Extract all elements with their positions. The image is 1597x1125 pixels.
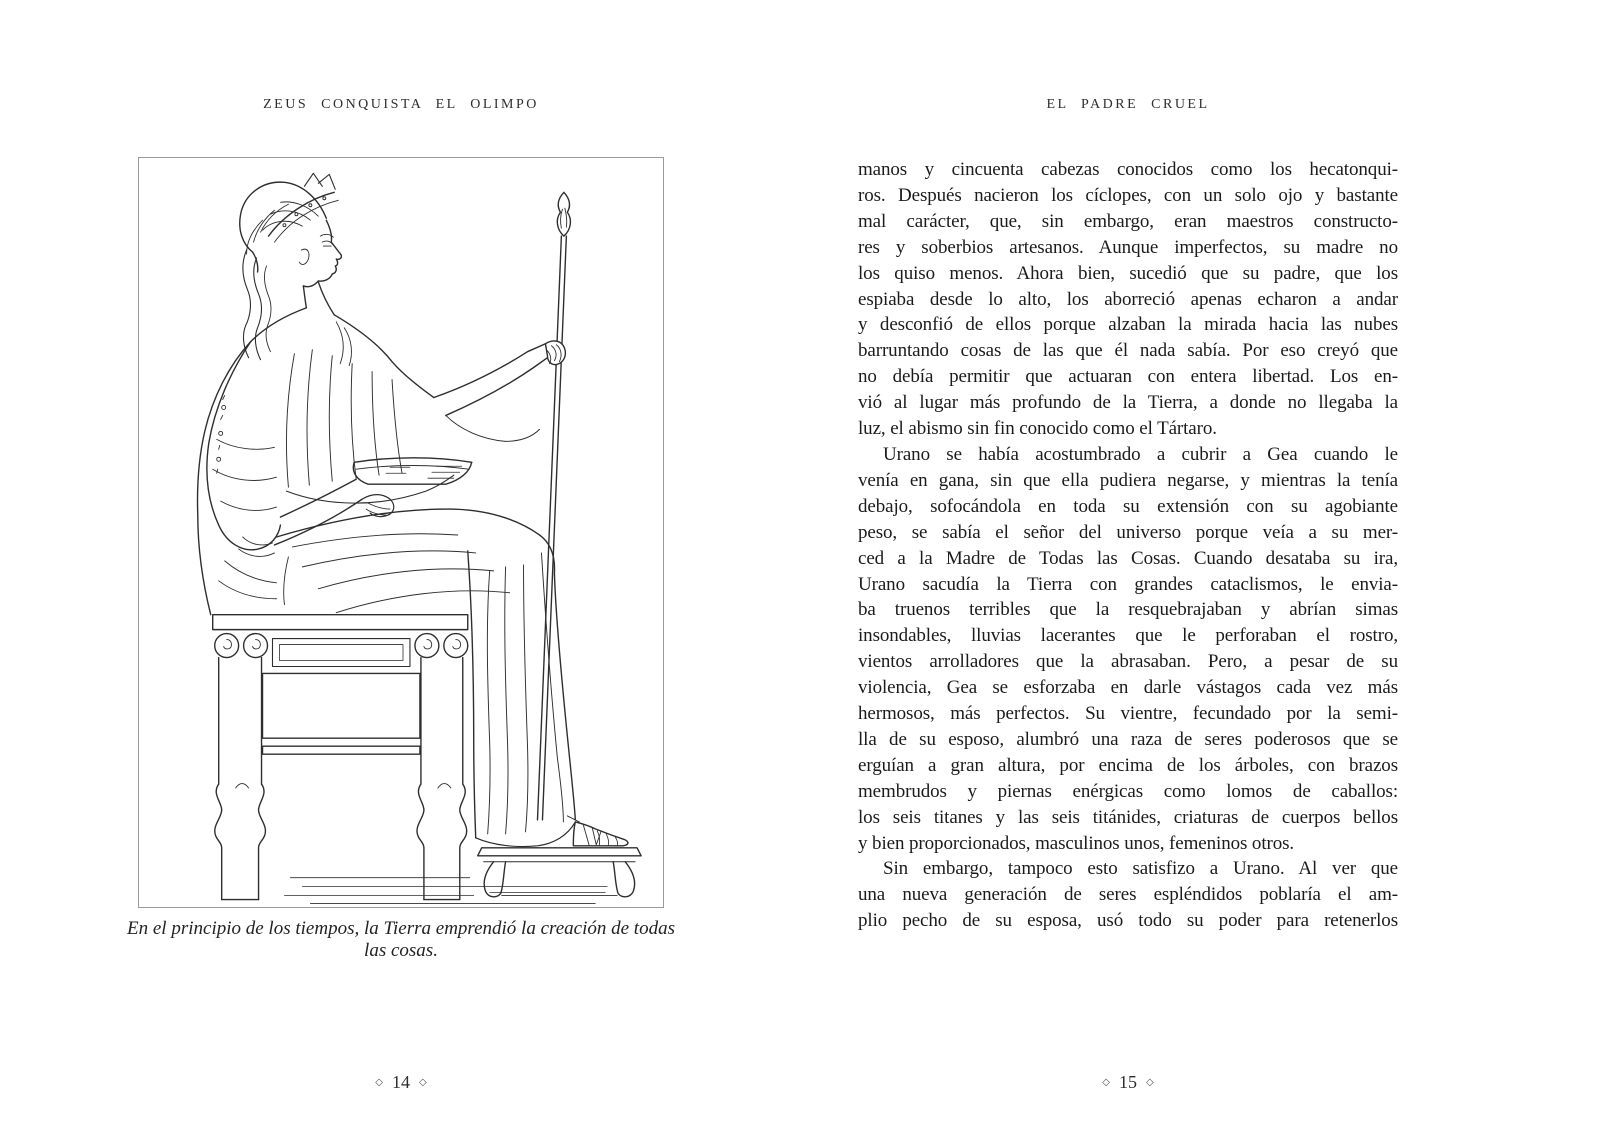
text-line: hermosos, más perfectos. Su vientre, fecundado por la semi- [858, 703, 1398, 725]
text-line: espiaba desde lo alto, los aborreció apenas echaron a andar [858, 288, 1398, 310]
text-line: Urano se había acostumbrado a cubrir a Gea cuando le [883, 443, 1398, 465]
text-line: luz, el abismo sin fin conocido como el Tártaro. [858, 418, 1217, 440]
text-line: ba truenos terribles que la resquebrajaban y abrían simas [858, 599, 1398, 621]
text-line: venía en gana, sin que ella pudiera negarse, y mientras la tenía [858, 469, 1398, 491]
text-line: plio pecho de su esposa, usó todo su poder para retenerlos [858, 910, 1398, 932]
page-number-value: 14 [392, 1072, 410, 1092]
paragraph [858, 157, 1398, 442]
text-line: membrudos y piernas enérgicas como lomos de caballos: [858, 780, 1398, 802]
text-line: barruntando cosas de las que él nada sabía. Por eso creyó que [858, 340, 1398, 362]
text-line: ced a la Madre de Todas las Cosas. Cuando desataba su ira, [858, 547, 1398, 569]
text-line: Sin embargo, tampoco esto satisfizo a Urano. Al ver que [883, 858, 1398, 880]
paragraph [858, 856, 1398, 934]
text-line: los seis titanes y las seis titánides, criaturas de cuerpos bellos [858, 806, 1398, 828]
body-text [858, 157, 1398, 934]
text-line: violencia, Gea se esforzaba en darle vástagos cada vez más [858, 677, 1398, 699]
text-line: Urano sacudía la Tierra con grandes cataclismos, le envia- [858, 573, 1398, 595]
text-line: una nueva generación de seres espléndidos poblaría el am- [858, 884, 1398, 906]
text-line: y bien proporcionados, masculinos unos, femeninos otros. [858, 832, 1295, 854]
paragraph [858, 442, 1398, 857]
text-line: ros. Después nacieron los cíclopes, con un solo ojo y bastante [858, 184, 1398, 206]
text-line: vientos arrolladores que la abrasaban. Pero, a pesar de su [858, 651, 1398, 673]
text-line: y desconfió de ellos porque alzaban la mirada hacia las nubes [858, 314, 1398, 336]
page-number-value: 15 [1119, 1072, 1137, 1092]
running-head-right: EL PADRE CRUEL [1046, 97, 1210, 112]
running-head-left: ZEUS CONQUISTA EL OLIMPO [263, 97, 539, 112]
page-number-left [138, 1072, 664, 1093]
text-line: no debía permitir que actuaran con entera libertad. Los en- [858, 366, 1398, 388]
diamond-ornament: ◇ [375, 1077, 383, 1088]
illustration-frame [138, 157, 664, 908]
diamond-ornament: ◇ [419, 1077, 427, 1088]
text-line: debajo, sofocándola en toda su extensión con su agobiante [858, 495, 1398, 517]
diamond-ornament: ◇ [1146, 1077, 1154, 1088]
text-line: mal carácter, que, sin embargo, eran maestros constructo- [858, 210, 1398, 232]
text-line: los quiso menos. Ahora bien, sucedió que su padre, que los [858, 262, 1398, 284]
figure-caption: En el principio de los tiempos, la Tierra emprendió la creación de todas las cosas. [127, 918, 675, 961]
text-line: res y soberbios artesanos. Aunque imperfectos, su madre no [858, 236, 1398, 258]
text-line: lla de su esposo, alumbró una raza de seres poderosos que se [858, 728, 1398, 750]
text-line: peso, se sabía el señor del universo porque veía a su mer- [858, 521, 1398, 543]
text-line: erguían a gran altura, por encima de los árboles, con brazos [858, 754, 1398, 776]
text-line: vió al lugar más profundo de la Tierra, a donde no llegaba la [858, 392, 1398, 414]
illustration-seated-goddess [139, 158, 663, 907]
text-line: insondables, lluvias lacerantes que le perforaban el rostro, [858, 625, 1398, 647]
text-line: manos y cincuenta cabezas conocidos como los hecatonqui- [858, 159, 1398, 180]
diamond-ornament: ◇ [1102, 1077, 1110, 1088]
page-number-right [858, 1072, 1398, 1093]
